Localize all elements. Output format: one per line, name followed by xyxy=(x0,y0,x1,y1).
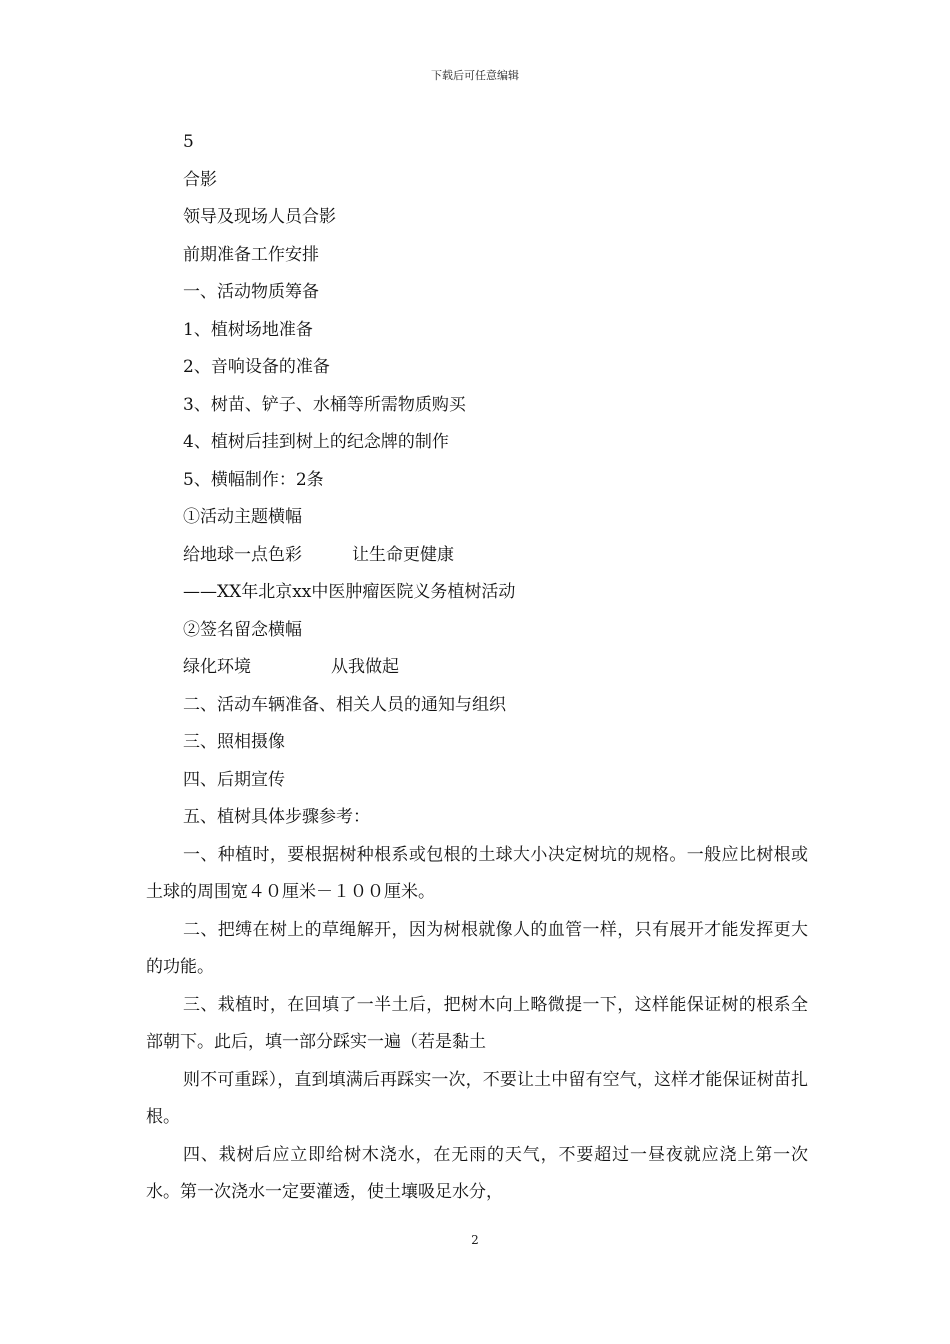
text-line: 合影 xyxy=(183,169,217,190)
paragraph: 二、把缚在树上的草绳解开，因为树根就像人的血管一样，只有展开才能发挥更大的功能。 xyxy=(146,919,808,977)
list-item: 3、树苗、铲子、水桶等所需物质购买 xyxy=(183,394,466,415)
paragraph: 一、种植时，要根据树种根系或包根的土球大小决定树坑的规格。一般应比树根或土球的周围宽４０厘米－１００厘米。 xyxy=(146,844,808,902)
document-body xyxy=(146,124,808,1212)
paragraph: 则不可重踩），直到填满后再踩实一次，不要让土中留有空气，这样才能保证树苗扎根。 xyxy=(146,1069,808,1127)
banner-slogan-left: 绿化环境 xyxy=(183,657,251,677)
banner-slogan-left: 给地球一点色彩 xyxy=(183,544,302,565)
banner-slogan-right: 让生命更健康 xyxy=(352,544,454,565)
text-line: 一、活动物质筹备 xyxy=(183,282,319,302)
list-item: 2、音响设备的准备 xyxy=(183,357,330,377)
paragraph: 四、栽树后应立即给树木浇水，在无雨的天气，不要超过一昼夜就应浇上第一次水。第一次浇水一定要灌透，使土壤吸足水分， xyxy=(146,1144,808,1202)
section-heading: 前期准备工作安排 xyxy=(183,244,319,265)
text-line: 五、植树具体步骤参考： xyxy=(183,807,370,827)
paragraph: 三、栽植时，在回填了一半土后，把树木向上略微提一下，这样能保证树的根系全部朝下。此后，填一部分踩实一遍（若是黏土 xyxy=(146,994,808,1052)
banner-slogan xyxy=(146,537,808,575)
page-header: 下载后可任意编辑 xyxy=(431,69,519,82)
list-item: 5、横幅制作：2条 xyxy=(183,469,324,490)
text-line: 四、后期宣传 xyxy=(183,769,285,790)
list-item: ①活动主题横幅 xyxy=(183,507,302,527)
text-line: 三、照相摄像 xyxy=(183,732,285,752)
list-item: ②签名留念横幅 xyxy=(183,619,302,640)
text-line: 领导及现场人员合影 xyxy=(183,207,336,227)
banner-subtitle: ——XX年北京xx中医肿瘤医院义务植树活动 xyxy=(183,582,516,602)
text-line: 二、活动车辆准备、相关人员的通知与组织 xyxy=(183,694,506,715)
banner-slogan xyxy=(146,649,808,687)
banner-slogan-right: 从我做起 xyxy=(331,657,399,677)
text-line: 5 xyxy=(183,132,194,152)
page-number: 2 xyxy=(471,1233,479,1247)
list-item: 1、植树场地准备 xyxy=(183,319,313,340)
list-item: 4、植树后挂到树上的纪念牌的制作 xyxy=(183,432,449,452)
